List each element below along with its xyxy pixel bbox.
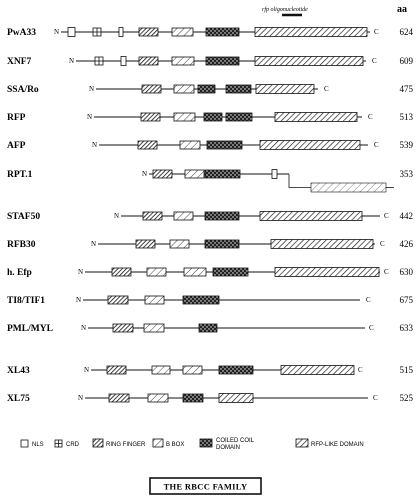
protein-length: 442 <box>399 211 413 221</box>
protein-row <box>7 239 414 250</box>
domain-bbox <box>172 28 193 36</box>
protein-name: XL43 <box>7 366 30 376</box>
protein-row <box>7 267 414 278</box>
domain-bbox <box>145 296 164 304</box>
domain-coiled <box>183 394 203 402</box>
domain-bbox <box>147 268 166 276</box>
protein-name: RFP <box>7 113 26 123</box>
domain-rfp-alt <box>311 183 386 192</box>
protein-name: XNF7 <box>7 57 32 67</box>
protein-row <box>7 112 414 123</box>
domain-bbox <box>144 324 164 332</box>
legend-ring <box>93 439 146 448</box>
legend-nls <box>21 440 44 448</box>
protein-name: STAF50 <box>7 212 41 222</box>
domain-coiled <box>213 268 248 276</box>
domain-bbox <box>174 212 193 220</box>
c-terminus-label: C <box>369 324 374 332</box>
protein-row <box>7 365 414 376</box>
protein-row <box>7 84 414 95</box>
domain-rfp <box>255 28 367 37</box>
legend <box>21 438 364 451</box>
domain-bbox <box>152 366 170 374</box>
domain-nls <box>272 170 277 179</box>
domain-rfp <box>260 212 362 221</box>
domain-rfp <box>260 141 360 150</box>
n-terminus-label: N <box>89 85 95 93</box>
legend-coiled <box>200 438 255 451</box>
protein-row <box>7 295 414 306</box>
domain-coiled <box>206 28 239 36</box>
rfp-oligonucleotide-label: rfp oligonucleotide <box>262 7 308 13</box>
legend-rfp <box>296 439 364 448</box>
n-terminus-label: N <box>54 28 60 36</box>
domain-ring <box>136 240 155 248</box>
domain-coiled <box>207 141 242 149</box>
domain-ring <box>142 85 161 93</box>
protein-length: 513 <box>399 112 413 122</box>
protein-row <box>7 169 414 192</box>
n-terminus-label: N <box>114 212 120 220</box>
n-terminus-label: N <box>84 366 90 374</box>
domain-bbox <box>148 394 168 402</box>
legend-ring-label: RING FINGER <box>106 442 146 448</box>
c-terminus-label: C <box>358 366 363 374</box>
protein-row <box>7 323 414 334</box>
n-terminus-label: N <box>92 141 98 149</box>
protein-row <box>7 56 414 67</box>
domain-bbox <box>180 141 200 149</box>
protein-length: 675 <box>399 295 413 305</box>
protein-name: TI8/TIF1 <box>7 296 46 306</box>
domain-rfp <box>256 85 314 94</box>
protein-row <box>7 393 414 404</box>
c-terminus-label: C <box>384 268 389 276</box>
domain-ring <box>108 296 128 304</box>
domain-coiled <box>183 296 219 304</box>
n-terminus-label: N <box>81 324 87 332</box>
protein-row <box>7 140 414 151</box>
domain-bbox <box>183 366 202 374</box>
domain-rfp <box>219 394 253 403</box>
protein-length: 624 <box>399 27 413 37</box>
n-terminus-label: N <box>142 170 148 178</box>
protein-length: 515 <box>399 365 413 375</box>
domain-bbox <box>174 113 195 121</box>
family-title-box <box>150 478 261 494</box>
family-title: THE RBCC FAMILY <box>163 481 248 492</box>
c-terminus-label: C <box>373 394 378 402</box>
domain-bbox <box>184 268 206 276</box>
c-terminus-label: C <box>374 141 379 149</box>
domain-coiled <box>226 85 251 93</box>
protein-name: RFB30 <box>7 240 36 250</box>
protein-name: SSA/Ro <box>7 85 39 95</box>
domain-ring <box>138 141 157 149</box>
legend-bbox-swatch <box>153 439 163 447</box>
n-terminus-label: N <box>76 296 82 304</box>
protein-length: 633 <box>399 323 413 333</box>
splice-connector <box>289 174 311 188</box>
domain-ring <box>143 212 162 220</box>
c-terminus-label: C <box>368 113 373 121</box>
domain-ring <box>107 366 126 374</box>
legend-coiled-swatch <box>200 439 212 447</box>
domain-coiled <box>204 113 222 121</box>
protein-name: PML/MYL <box>7 324 53 334</box>
protein-length: 630 <box>399 267 413 277</box>
domain-rfp <box>271 240 373 249</box>
legend-bbox-label: B BOX <box>166 442 185 448</box>
protein-rows <box>7 27 414 404</box>
c-terminus-label: C <box>372 57 377 65</box>
c-terminus-label: C <box>384 212 389 220</box>
legend-crd-label: CRD <box>66 442 79 448</box>
legend-rfp-label: RFP-LIKE DOMAIN <box>311 442 364 448</box>
domain-ring <box>109 394 129 402</box>
domain-bbox <box>174 85 194 93</box>
legend-bbox <box>153 439 184 448</box>
domain-rfp <box>275 268 379 277</box>
domain-coiled <box>206 57 239 65</box>
domain-rfp <box>281 366 354 375</box>
legend-ring-swatch <box>93 439 103 447</box>
domain-coiled <box>219 366 253 374</box>
protein-length: 539 <box>399 140 413 150</box>
c-terminus-label: C <box>374 28 379 36</box>
protein-row <box>7 27 414 38</box>
domain-nls <box>119 28 123 37</box>
domain-coiled <box>205 170 240 178</box>
domain-ring <box>139 57 158 65</box>
legend-coiled-label-line2: DOMAIN <box>216 445 240 451</box>
legend-coiled-label: COILED COIL <box>216 438 255 444</box>
protein-length: 609 <box>399 56 413 66</box>
protein-name: AFP <box>7 141 26 151</box>
n-terminus-label: N <box>78 268 84 276</box>
protein-length: 525 <box>399 393 413 403</box>
aa-column-header: aa <box>397 4 407 15</box>
legend-nls-swatch <box>21 440 28 447</box>
domain-ring <box>153 170 172 178</box>
protein-length: 475 <box>399 84 413 94</box>
n-terminus-label: N <box>91 240 97 248</box>
n-terminus-label: N <box>87 113 93 121</box>
domain-coiled <box>199 324 217 332</box>
domain-bbox <box>172 57 194 65</box>
protein-name: h. Efp <box>7 268 32 278</box>
domain-rfp <box>275 113 357 122</box>
domain-rfp <box>255 57 363 66</box>
c-terminus-label: C <box>324 85 329 93</box>
domain-coiled <box>198 85 215 93</box>
domain-ring <box>113 324 133 332</box>
protein-name: XL75 <box>7 394 30 404</box>
domain-ring <box>112 268 131 276</box>
c-terminus-label: C <box>380 240 385 248</box>
n-terminus-label: N <box>78 394 84 402</box>
protein-row <box>7 211 413 222</box>
protein-name: PwA33 <box>7 28 37 38</box>
domain-bbox <box>185 170 204 178</box>
domain-coiled <box>205 212 239 220</box>
domain-bbox <box>170 240 189 248</box>
protein-length: 353 <box>399 169 413 179</box>
protein-name: RPT.1 <box>7 170 33 180</box>
domain-nls <box>121 57 126 66</box>
c-terminus-label: C <box>366 296 371 304</box>
n-terminus-label: N <box>69 57 75 65</box>
legend-crd <box>55 440 80 448</box>
domain-ring <box>139 28 158 36</box>
domain-ring <box>141 113 160 121</box>
legend-nls-label: NLS <box>32 442 44 448</box>
domain-coiled <box>205 240 239 248</box>
legend-rfp-swatch <box>296 439 308 447</box>
protein-length: 426 <box>399 239 413 249</box>
domain-nls <box>68 28 75 37</box>
domain-coiled <box>226 113 252 121</box>
